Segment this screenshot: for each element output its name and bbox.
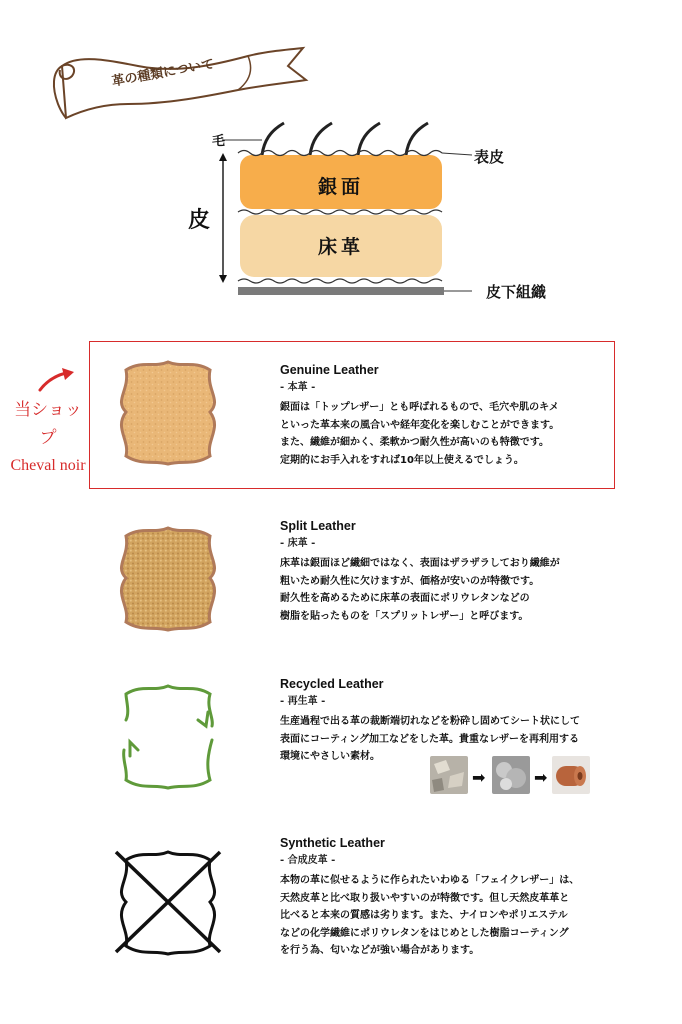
desc-line: といった革本来の風合いや経年変化を楽しむことができます。 <box>280 419 560 431</box>
hair-strand <box>358 123 380 155</box>
desc-line: を行う為、匂いなどが強い場合があります。 <box>280 945 480 956</box>
card-title: Split Leather <box>280 519 356 533</box>
card-description <box>280 872 579 960</box>
epidermis-label: 表皮 <box>474 148 505 166</box>
skin-structure-diagram <box>180 115 560 305</box>
process-arrow-icon: ➡ <box>534 768 548 787</box>
card-description <box>280 555 560 625</box>
shredded-fiber-photo-icon <box>492 756 530 794</box>
desc-line: 本物の革に似せるように作られたいわゆる「フェイクレザー」は、 <box>280 875 580 886</box>
subcutaneous-layer <box>238 287 444 295</box>
subcutaneous-label: 皮下組織 <box>486 283 547 301</box>
red-arrow-icon <box>36 366 76 394</box>
recycled-leather-icon <box>112 680 224 792</box>
split-leather-icon <box>112 522 224 634</box>
desc-line: 環境にやさしい素材。 <box>280 751 380 762</box>
leather-roll-photo-icon <box>552 756 590 794</box>
leather-card-synthetic <box>280 836 579 960</box>
card-subtitle: - 合成皮革 - <box>280 855 336 866</box>
process-arrow-icon: ➡ <box>472 768 486 787</box>
shop-note-line2: Cheval noir <box>10 457 86 474</box>
card-title: Genuine Leather <box>280 363 379 377</box>
desc-line: 比べると本来の質感は劣ります。また、ナイロンやポリエステル <box>280 910 568 921</box>
desc-line: 耐久性を高めるために床革の表面にポリウレタンなどの <box>280 593 530 604</box>
desc-line: 生産過程で出る革の裁断端切れなどを粉砕し固めてシート状にして <box>280 716 580 727</box>
genuine-leather-icon <box>112 356 224 468</box>
synthetic-leather-icon <box>110 846 228 958</box>
skin-label: 皮 <box>188 208 211 233</box>
hair-label: 毛 <box>212 134 226 149</box>
leather-card-genuine <box>280 363 559 469</box>
desc-line: 定期的にお手入れをすれば10年以上使えるでしょう。 <box>280 454 524 466</box>
shop-note-line1: 当ショップ <box>14 400 82 447</box>
leather-card-split <box>280 519 560 625</box>
card-title: Synthetic Leather <box>280 836 385 850</box>
desc-line: 床革は銀面ほど繊細ではなく、表面はザラザラしており繊維が <box>280 558 560 569</box>
hair-strand <box>406 123 428 155</box>
title-banner <box>48 38 313 120</box>
split-label: 床革 <box>318 236 365 258</box>
desc-line: また、繊維が細かく、柔軟かつ耐久性が高いのも特徴です。 <box>280 437 549 448</box>
leather-card-recycled <box>280 677 580 766</box>
hair-strand <box>310 123 332 155</box>
card-title: Recycled Leather <box>280 677 384 691</box>
card-subtitle: - 再生革 - <box>280 696 326 707</box>
epidermis-leader-line <box>442 153 472 155</box>
desc-line: 銀面は「トップレザー」とも呼ばれるもので、毛穴や肌のキメ <box>280 402 559 413</box>
grain-label: 銀面 <box>318 176 365 198</box>
banner-title: 革の種類について <box>110 56 216 90</box>
desc-line: 樹脂を貼ったものを「スプリットレザー」と呼びます。 <box>280 610 529 622</box>
desc-line: 粗いため耐久性に欠けますが、価格が安いのが特徴です。 <box>280 575 540 587</box>
skin-layers-graphic <box>180 115 560 305</box>
shop-note <box>8 396 88 480</box>
hair-strand <box>262 123 284 155</box>
recycling-process-strip <box>430 756 590 796</box>
desc-line: などの化学繊維にポリウレタンをはじめとした樹脂コーティング <box>280 927 569 939</box>
desc-line: 表面にコーティング加工などをした革。貴重なレザーを再利用する <box>280 733 579 745</box>
leather-scraps-photo-icon <box>430 756 468 794</box>
card-subtitle: - 床革 - <box>280 538 316 549</box>
card-description <box>280 399 559 469</box>
card-subtitle: - 本革 - <box>280 382 316 393</box>
ribbon-scroll-icon <box>48 38 313 120</box>
desc-line: 天然皮革と比べ取り扱いやすいのが特徴です。但し天然皮革革と <box>280 892 570 904</box>
